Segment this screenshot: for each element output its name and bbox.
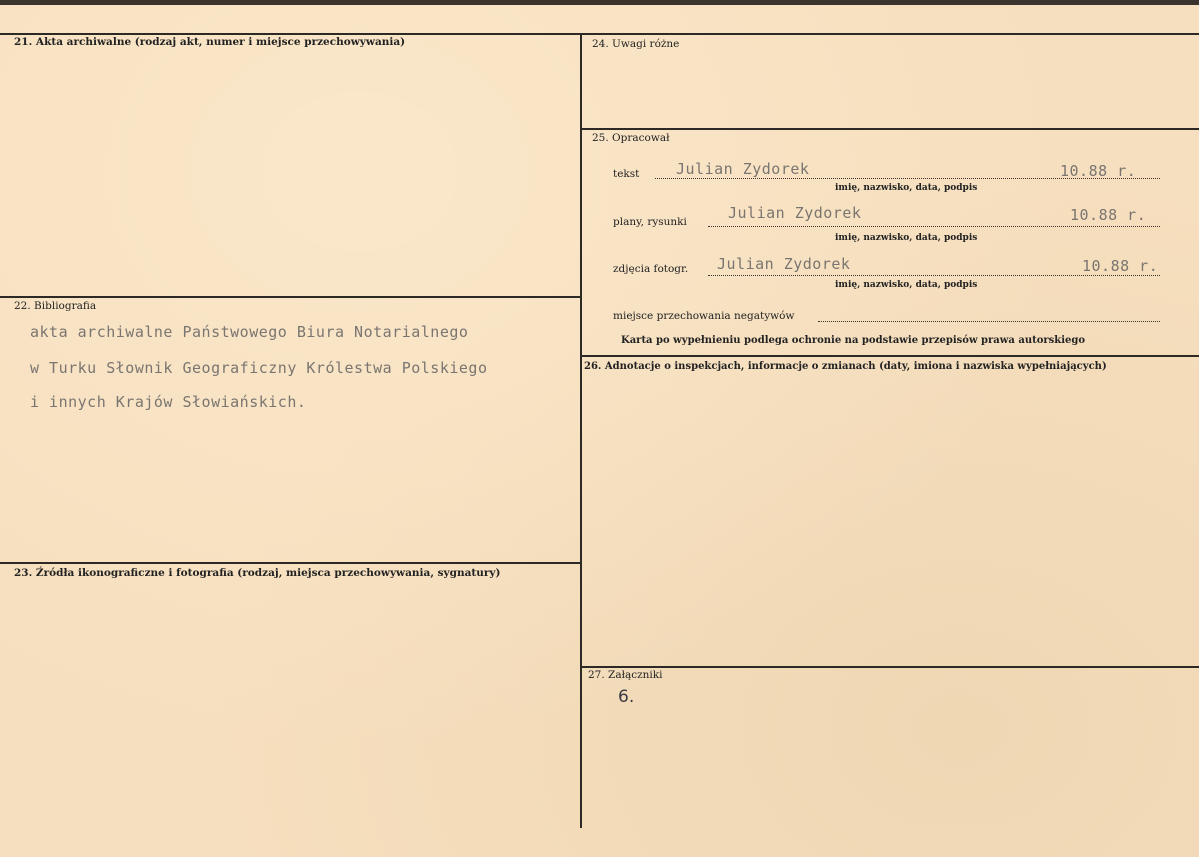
section-26-label: 26. Adnotacje o inspekcjach, informacje o zmianach (daty, imiona i nazwiska wypełniających) xyxy=(584,361,1107,372)
author-text-caption: imię, nazwisko, data, podpis xyxy=(835,183,978,193)
author-photos-label: zdjęcia fotogr. xyxy=(613,263,689,275)
negatives-line xyxy=(818,321,1160,322)
author-plans-caption: imię, nazwisko, data, podpis xyxy=(835,233,978,243)
bibliography-line-3: i innych Krajów Słowiańskich. xyxy=(30,393,307,411)
rule-21-22 xyxy=(0,296,580,298)
author-plans-label: plany, rysunki xyxy=(613,216,687,228)
attachments-value: 6. xyxy=(618,687,635,707)
section-23-label: 23. Źródła ikonograficzne i fotografia (rodzaj, miejsca przechowywania, sygnatury) xyxy=(14,567,501,579)
section-25-label: 25. Opracował xyxy=(592,132,670,144)
author-plans-date: 10.88 r. xyxy=(1070,206,1147,224)
center-divider xyxy=(580,33,582,828)
author-photos-name: Julian Zydorek xyxy=(717,255,851,273)
author-plans-name: Julian Zydorek xyxy=(728,204,862,222)
author-photos-date: 10.88 r. xyxy=(1082,257,1159,275)
section-22-label: 22. Bibliografia xyxy=(14,300,97,312)
author-text-name: Julian Zydorek xyxy=(676,160,810,178)
negatives-label: miejsce przechowania negatywów xyxy=(613,310,795,322)
author-plans-line xyxy=(708,226,1160,227)
author-photos-line xyxy=(708,275,1160,276)
rule-24-25 xyxy=(580,128,1199,130)
section-21-label: 21. Akta archiwalne (rodzaj akt, numer i miejsce przechowywania) xyxy=(14,36,406,48)
rule-25-26 xyxy=(580,355,1199,357)
bibliography-line-2: w Turku Słownik Geograficzny Królestwa Polskiego xyxy=(30,359,488,377)
card-top-edge xyxy=(0,0,1199,5)
top-rule xyxy=(0,33,1199,35)
section-27-label: 27. Załączniki xyxy=(588,669,663,681)
author-text-date: 10.88 r. xyxy=(1060,162,1137,180)
section-24-label: 24. Uwagi różne xyxy=(592,38,680,50)
copyright-note: Karta po wypełnieniu podlega ochronie na podstawie przepisów prawa autorskiego xyxy=(621,335,1086,346)
author-photos-caption: imię, nazwisko, data, podpis xyxy=(835,280,978,290)
rule-22-23 xyxy=(0,562,580,564)
author-text-label: tekst xyxy=(613,168,640,180)
bibliography-line-1: akta archiwalne Państwowego Biura Notarialnego xyxy=(30,323,469,341)
rule-26-27 xyxy=(580,666,1199,668)
